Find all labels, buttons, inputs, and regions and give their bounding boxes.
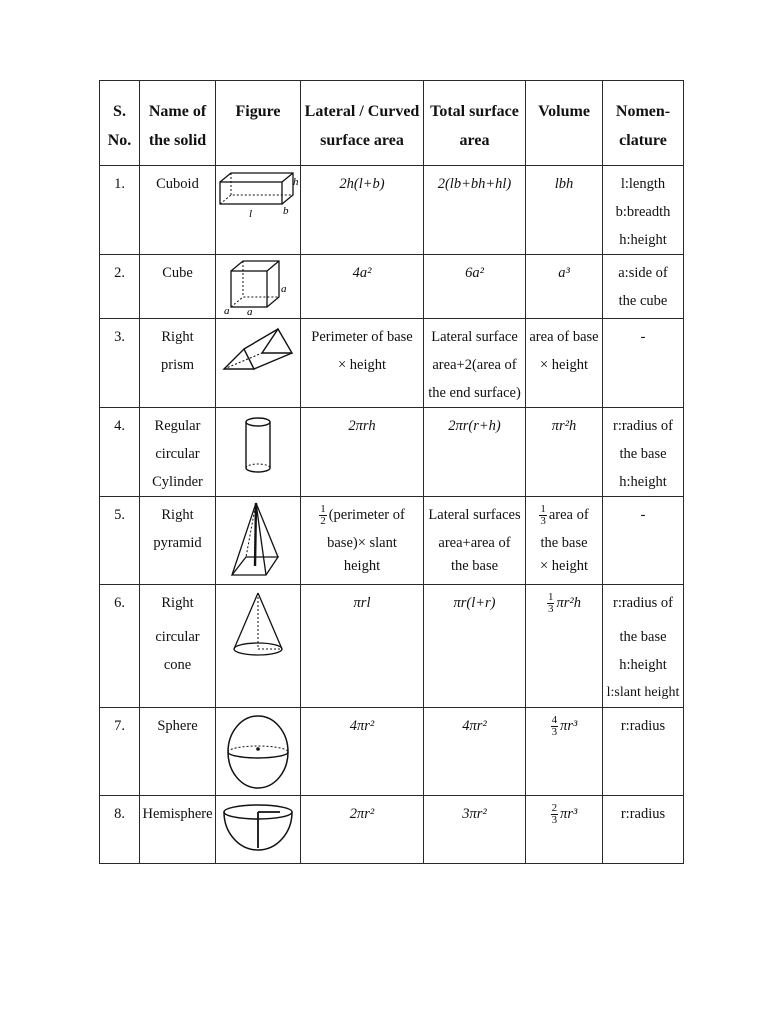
- lateral-formula: 2πr²: [349, 806, 375, 822]
- row-sno: 4.: [114, 418, 125, 434]
- formula-line: × height: [539, 558, 589, 574]
- nomen-line: a:side of: [618, 265, 668, 281]
- formula-line: height: [343, 558, 381, 574]
- header-total: [424, 81, 526, 166]
- nomen-line: the base: [619, 629, 667, 645]
- row-solid-name: [140, 497, 215, 557]
- header-volume-label: Volume: [538, 103, 590, 120]
- row-solid-name: Sphere: [157, 718, 198, 734]
- row-sno: 1.: [114, 176, 125, 192]
- total-formula: [424, 319, 525, 407]
- pyramid-figure: [226, 501, 290, 581]
- table-row: [100, 319, 684, 408]
- header-nomen-line1: Nomen-: [615, 103, 671, 120]
- row-solid-name: Cube: [162, 265, 193, 281]
- fraction: [551, 803, 559, 826]
- fraction-numerator: 1: [540, 503, 546, 516]
- figure-cell: [216, 319, 301, 408]
- solids-formula-table: [99, 80, 684, 864]
- name-line: Regular: [154, 418, 201, 434]
- fraction-numerator: 1: [547, 591, 554, 604]
- name-line: Right: [161, 329, 194, 345]
- formula-line: base)× slant: [327, 535, 397, 551]
- nomenclature: r:radius: [620, 806, 666, 822]
- header-total-line2: area: [459, 132, 490, 149]
- name-line: Cylinder: [152, 474, 203, 490]
- volume-formula: [526, 585, 602, 617]
- formula-text: πr²h: [556, 595, 581, 611]
- header-nomenclature: [603, 81, 684, 166]
- row-solid-name: Cuboid: [156, 176, 199, 192]
- row-sno: 8.: [114, 806, 125, 822]
- formula-line: [526, 501, 602, 529]
- figure-cell: [216, 166, 301, 255]
- name-line: cone: [163, 657, 192, 673]
- lateral-formula: πrl: [353, 595, 371, 611]
- name-line: Right: [161, 507, 194, 523]
- prism-figure: [220, 323, 296, 379]
- nomen-line: l:slant height: [606, 685, 680, 700]
- lateral-formula: [301, 319, 423, 379]
- header-sno: [100, 81, 140, 166]
- cone-figure: [228, 589, 288, 661]
- lateral-formula: 2h(l+b): [339, 176, 385, 192]
- name-line: circular: [155, 629, 200, 645]
- table-row: [100, 166, 684, 255]
- fraction: [551, 715, 559, 738]
- nomenclature: [603, 408, 683, 496]
- header-lateral-line1: Lateral / Curved: [304, 103, 420, 120]
- volume-formula: [526, 708, 602, 740]
- nomenclature: -: [640, 507, 646, 523]
- row-solid-name: [140, 585, 215, 679]
- figure-cell: [216, 585, 301, 708]
- table-row: [100, 255, 684, 319]
- total-formula: 3πr²: [462, 806, 487, 822]
- fraction-denominator: 2: [320, 515, 326, 528]
- formula-line: × height: [337, 357, 387, 373]
- row-solid-name: [140, 319, 215, 379]
- lateral-formula: 2πrh: [348, 418, 376, 434]
- nomen-line: the cube: [618, 293, 668, 309]
- total-formula: 4πr²: [462, 718, 487, 734]
- formula-text: area of: [548, 507, 589, 523]
- sphere-figure: [223, 712, 293, 792]
- volume-formula: [526, 319, 602, 379]
- header-volume: [526, 81, 603, 166]
- cuboid-figure: [217, 170, 299, 220]
- hemisphere-figure: [220, 800, 296, 856]
- nomen-line: r:radius of: [613, 418, 673, 434]
- formula-line: × height: [539, 357, 589, 373]
- row-sno: 2.: [114, 265, 125, 281]
- formula-line: Lateral surface: [431, 329, 518, 345]
- nomen-line: l:length: [620, 176, 666, 192]
- total-formula: [424, 497, 525, 575]
- name-line: Right: [161, 595, 194, 611]
- cuboid-h-label: h: [293, 176, 299, 188]
- header-nomen-line2: clature: [619, 132, 667, 149]
- fraction: [547, 592, 555, 615]
- fraction-numerator: 2: [551, 802, 558, 815]
- table-row: [100, 708, 684, 796]
- cuboid-b-label: b: [283, 205, 289, 217]
- volume-formula: lbh: [554, 176, 574, 192]
- row-sno: 3.: [114, 329, 125, 345]
- fraction: [319, 504, 327, 527]
- header-total-line1: Total surface: [430, 103, 519, 120]
- formula-text: πr³: [560, 718, 578, 734]
- volume-formula: a³: [558, 265, 570, 281]
- nomenclature: [603, 255, 683, 315]
- row-solid-name: Hemisphere: [142, 806, 213, 822]
- table-row: [100, 408, 684, 497]
- fraction-numerator: 4: [551, 714, 558, 727]
- volume-formula: [526, 497, 602, 575]
- nomenclature: -: [640, 329, 646, 345]
- formula-line: Perimeter of base: [311, 329, 413, 345]
- table-row: [100, 796, 684, 864]
- volume-formula: [526, 796, 602, 828]
- header-sno-line1: S.: [113, 103, 126, 120]
- nomen-line: b:breadth: [615, 204, 671, 220]
- formula-text: πr³: [560, 806, 578, 822]
- formula-line: [301, 501, 423, 529]
- header-figure: [216, 81, 301, 166]
- nomen-line: h:height: [619, 474, 667, 490]
- formula-line: area+area of: [438, 535, 511, 551]
- figure-cell: [216, 497, 301, 585]
- table-row: [100, 585, 684, 708]
- row-sno: 6.: [114, 595, 125, 611]
- formula-line: [526, 589, 602, 617]
- nomen-line: the base: [619, 446, 667, 462]
- header-lateral-line2: surface area: [320, 132, 404, 149]
- cuboid-l-label: l: [249, 208, 253, 220]
- fraction-denominator: 3: [540, 515, 546, 528]
- fraction-denominator: 3: [551, 814, 558, 827]
- lateral-formula: 4πr²: [349, 718, 375, 734]
- formula-text: (perimeter of: [328, 507, 405, 523]
- fraction-denominator: 3: [547, 603, 554, 616]
- formula-line: the base: [450, 558, 499, 574]
- figure-cell: [216, 408, 301, 497]
- cube-a-label-left: a: [224, 305, 230, 315]
- lateral-formula: 4a²: [352, 265, 372, 281]
- total-formula: 2(lb+bh+hl): [437, 176, 512, 192]
- lateral-formula: [301, 497, 423, 575]
- formula-line: the end surface): [428, 385, 521, 401]
- formula-line: Lateral surfaces: [428, 507, 521, 523]
- header-lateral: [301, 81, 424, 166]
- row-solid-name: [140, 408, 215, 496]
- row-sno: 5.: [114, 507, 125, 523]
- table-row: [100, 497, 684, 585]
- total-formula: 6a²: [465, 265, 484, 281]
- header-figure-label: Figure: [235, 103, 281, 120]
- name-line: prism: [160, 357, 195, 373]
- cylinder-figure: [238, 412, 278, 478]
- fraction: [539, 504, 547, 527]
- nomenclature: [603, 166, 683, 254]
- header-name-line1: Name of: [148, 103, 207, 120]
- name-line: circular: [155, 446, 200, 462]
- nomen-line: h:height: [619, 232, 667, 248]
- nomenclature: r:radius: [620, 718, 666, 734]
- nomenclature: [603, 585, 683, 707]
- cube-a-label-bottom: a: [247, 306, 253, 315]
- figure-cell: [216, 708, 301, 796]
- fraction-numerator: 1: [320, 503, 326, 516]
- header-sno-line2: No.: [107, 132, 132, 149]
- cube-figure: [223, 259, 293, 315]
- fraction-denominator: 3: [551, 726, 558, 739]
- formula-line: area+2(area of: [432, 357, 517, 373]
- name-line: pyramid: [153, 535, 202, 551]
- header-row: [100, 81, 684, 166]
- cube-a-label-right: a: [281, 283, 287, 295]
- header-name-line2: the solid: [148, 132, 207, 149]
- nomen-line: h:height: [619, 657, 667, 673]
- figure-cell: [216, 796, 301, 864]
- volume-formula: πr²h: [551, 418, 577, 434]
- total-formula: 2πr(r+h): [448, 418, 501, 434]
- row-sno: 7.: [114, 718, 125, 734]
- formula-line: the base: [540, 535, 588, 551]
- figure-cell: [216, 255, 301, 319]
- total-formula: πr(l+r): [453, 595, 496, 611]
- nomen-line: r:radius of: [613, 595, 673, 611]
- formula-line: area of base: [529, 329, 599, 345]
- header-name: [140, 81, 216, 166]
